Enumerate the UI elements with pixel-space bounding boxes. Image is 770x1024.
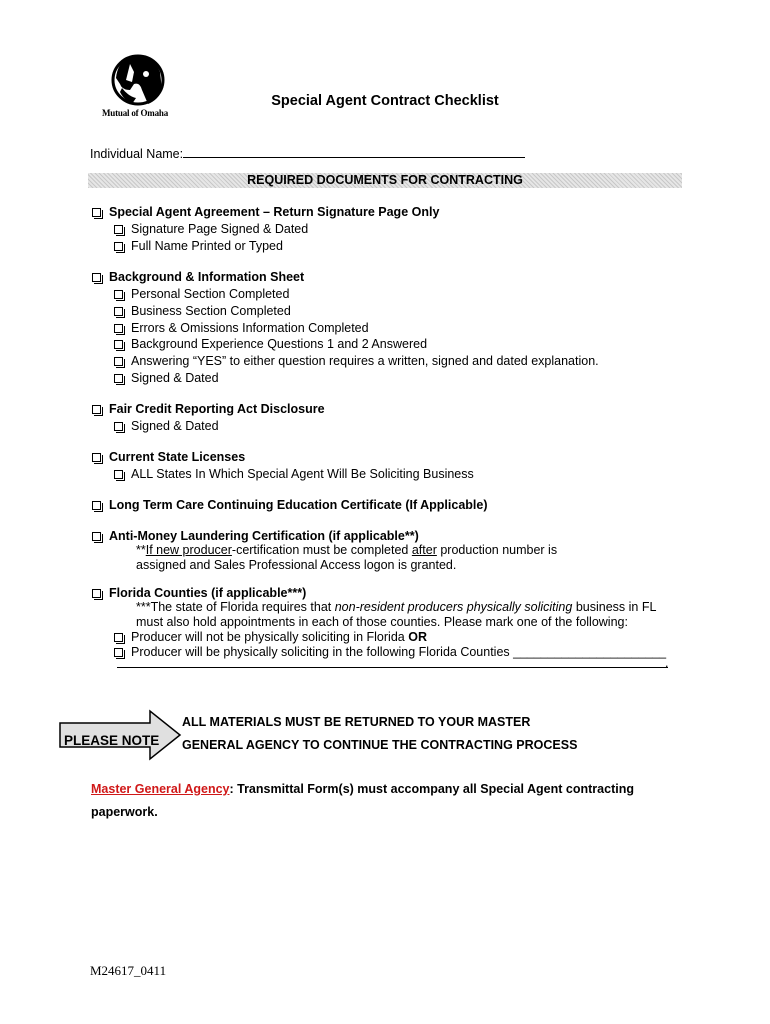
checklist-item: Background Experience Questions 1 and 2 Answered (114, 337, 427, 351)
section-special-agent-agreement: Special Agent Agreement – Return Signature Page Only (92, 205, 439, 219)
please-note-line1: ALL MATERIALS MUST BE RETURNED TO YOUR MASTER (182, 715, 531, 729)
required-documents-header: REQUIRED DOCUMENTS FOR CONTRACTING (88, 173, 682, 188)
checklist-item: Signed & Dated (114, 371, 219, 385)
checkbox[interactable] (92, 208, 101, 217)
logo-wordmark: Mutual of Omaha (102, 108, 169, 118)
checklist-item: Errors & Omissions Information Completed (114, 321, 369, 335)
aml-note-line2: assigned and Sales Professional Access logon is granted. (136, 558, 457, 572)
section-anti-money-laundering: Anti-Money Laundering Certification (if applicable**) (92, 529, 419, 543)
florida-note-line2: must also hold appointments in each of those counties. Please mark one of the following: (136, 615, 628, 629)
checkbox[interactable] (114, 290, 123, 299)
florida-option-soliciting: Producer will be physically soliciting in the following Florida Counties ______________________ (114, 645, 666, 659)
please-note-line2: GENERAL AGENCY TO CONTINUE THE CONTRACTING PROCESS (182, 738, 578, 752)
checkbox[interactable] (114, 340, 123, 349)
checkbox[interactable] (114, 242, 123, 251)
please-note-label: PLEASE NOTE (64, 733, 160, 748)
checkbox[interactable] (114, 324, 123, 333)
mga-note: Master General Agency: Transmittal Form(s) must accompany all Special Agent contracting (91, 782, 634, 796)
checklist-item: ALL States In Which Special Agent Will Be Soliciting Business (114, 467, 474, 481)
florida-counties-field[interactable] (117, 667, 668, 668)
section-fair-credit-reporting: Fair Credit Reporting Act Disclosure (92, 402, 325, 416)
page-title: Special Agent Contract Checklist (271, 93, 499, 109)
florida-option-not-soliciting: Producer will not be physically soliciting in Florida OR (114, 630, 427, 644)
checkbox[interactable] (92, 501, 101, 510)
section-florida-counties: Florida Counties (if applicable***) (92, 586, 306, 600)
checkbox[interactable] (92, 453, 101, 462)
checkbox[interactable] (92, 532, 101, 541)
mga-note-line2: paperwork. (91, 805, 158, 819)
checklist-item: Answering “YES” to either question requires a written, signed and dated explanation. (114, 354, 599, 368)
checkbox[interactable] (114, 307, 123, 316)
florida-trailing-dot: . (665, 656, 669, 670)
mga-label: Master General Agency (91, 782, 230, 796)
checkbox[interactable] (114, 648, 123, 657)
checkbox[interactable] (114, 422, 123, 431)
checkbox[interactable] (114, 633, 123, 642)
company-logo (102, 50, 176, 122)
section-current-state-licenses: Current State Licenses (92, 450, 245, 464)
checklist-item: Signed & Dated (114, 419, 219, 433)
checkbox[interactable] (92, 589, 101, 598)
section-long-term-care: Long Term Care Continuing Education Certificate (If Applicable) (92, 498, 488, 512)
checkbox[interactable] (92, 405, 101, 414)
checklist-item: Business Section Completed (114, 304, 291, 318)
individual-name-label: Individual Name: (90, 147, 184, 161)
checkbox[interactable] (114, 470, 123, 479)
checklist-item: Signature Page Signed & Dated (114, 222, 308, 236)
aml-note-line1: **If new producer-certification must be completed after production number is (136, 543, 558, 557)
form-number: M24617_0411 (90, 963, 167, 978)
checkbox[interactable] (114, 225, 123, 234)
individual-name-field[interactable] (183, 145, 525, 158)
checkbox[interactable] (114, 374, 123, 383)
checklist-item: Personal Section Completed (114, 287, 289, 301)
section-background-information: Background & Information Sheet (92, 270, 304, 284)
checkbox[interactable] (92, 273, 101, 282)
checkbox[interactable] (114, 357, 123, 366)
florida-note-line1: ***The state of Florida requires that non-resident producers physically soliciting business in FL (136, 600, 657, 614)
checklist-item: Full Name Printed or Typed (114, 239, 283, 253)
individual-name-row (90, 145, 525, 161)
